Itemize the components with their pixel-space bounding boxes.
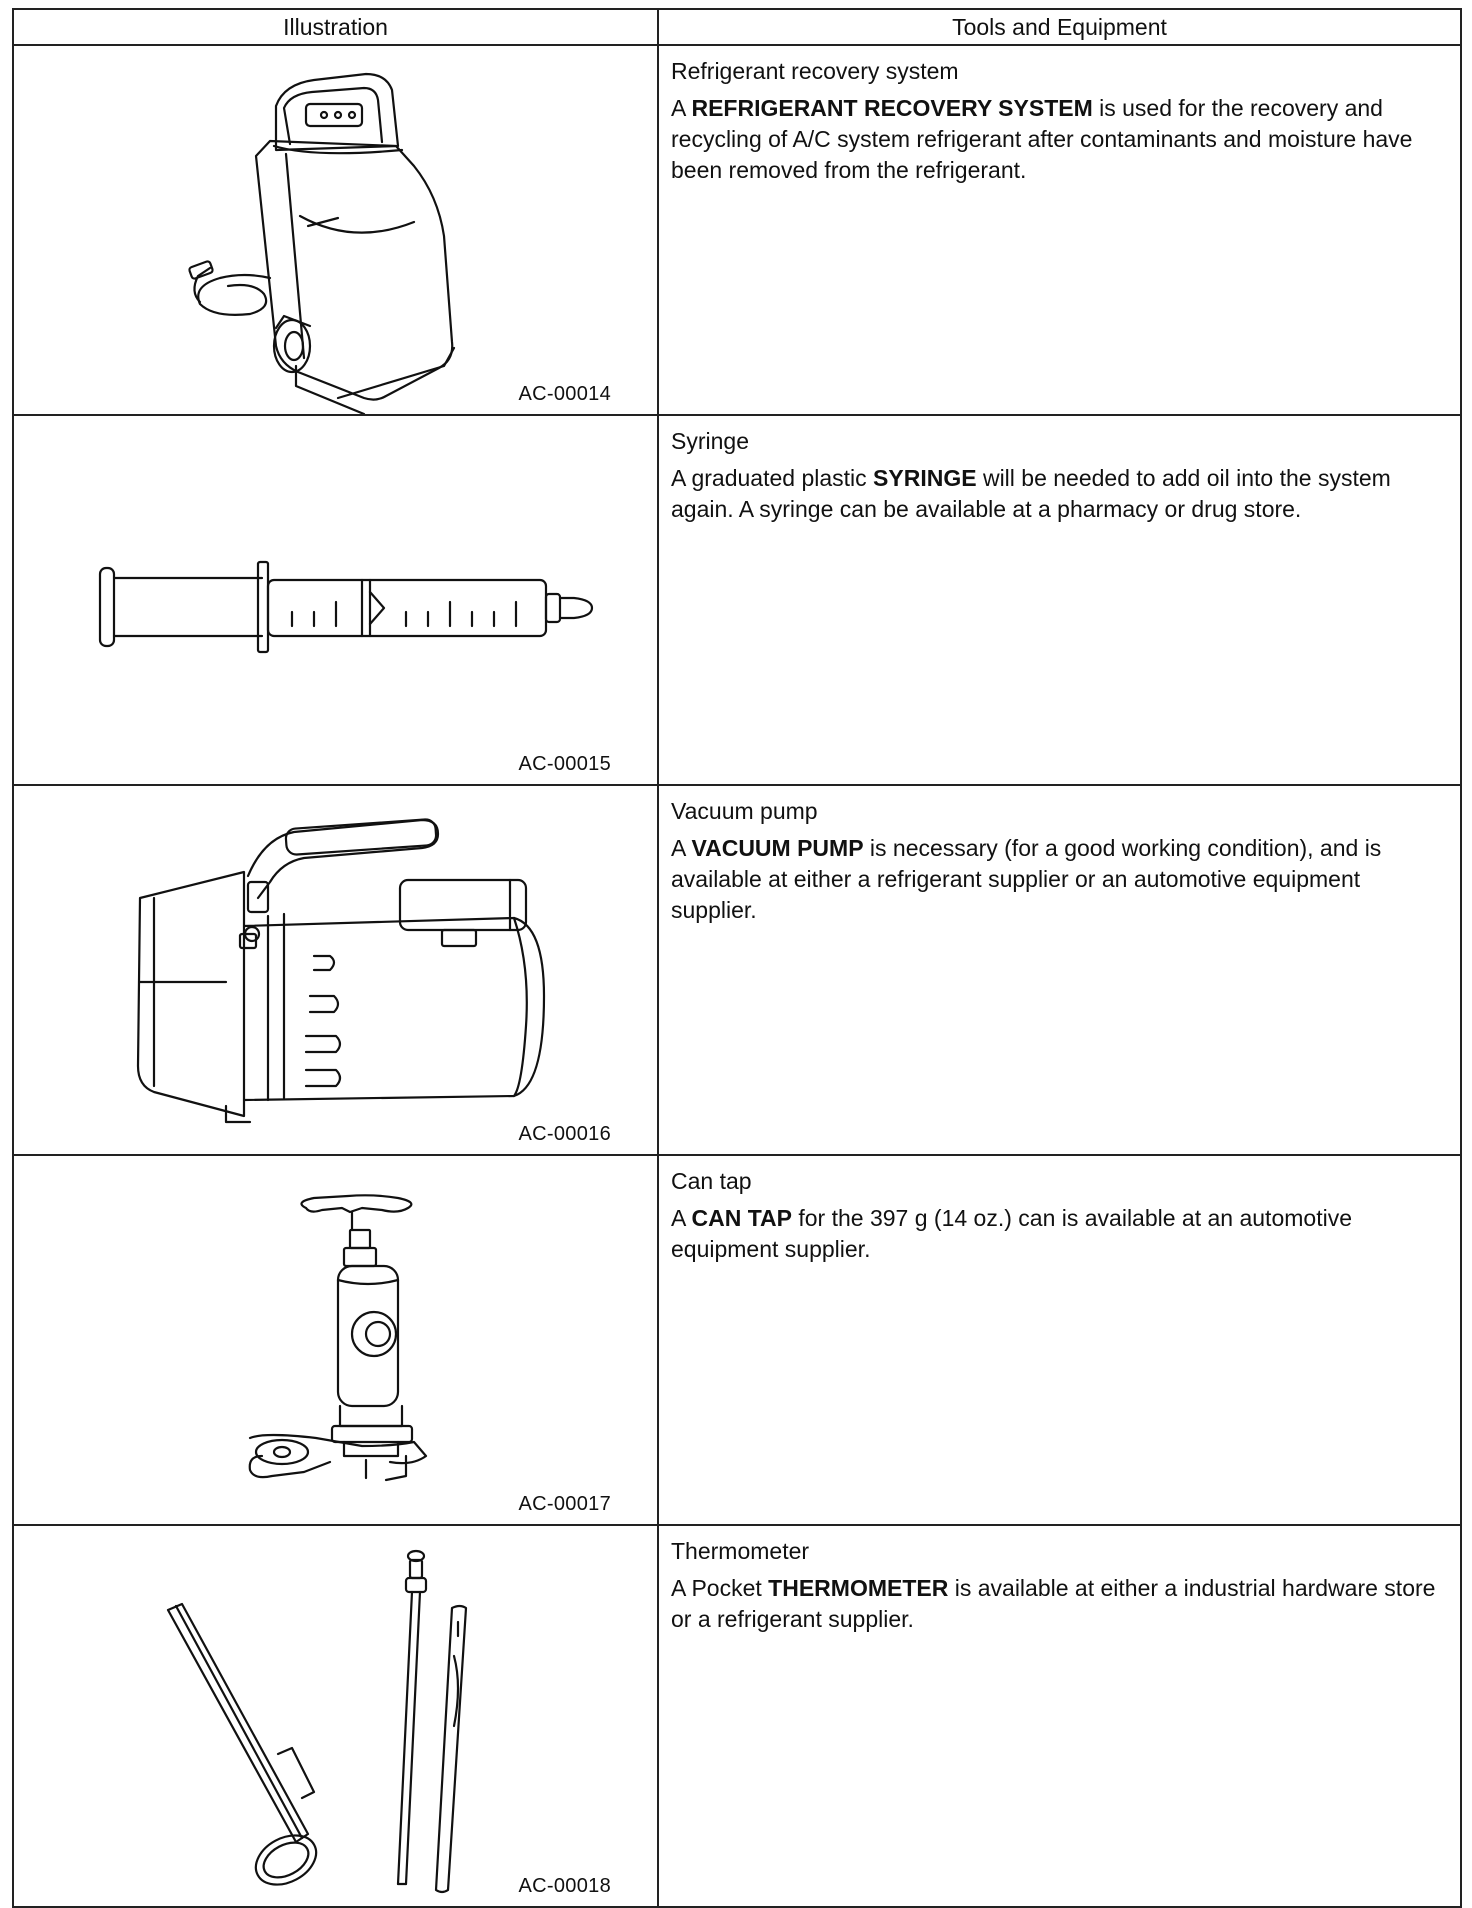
- illustration-cell: [13, 1155, 658, 1525]
- tool-description: A Pocket THERMOMETER is available at either a industrial hardware store or a refrigerant supplier.: [671, 1575, 1436, 1632]
- can-tap-icon: [14, 1156, 659, 1524]
- tool-keyword: VACUUM PUMP: [691, 835, 864, 861]
- tools-table: [12, 8, 1462, 1908]
- table-row-vacuum-pump: [13, 785, 1461, 1155]
- tool-name: Thermometer: [671, 1538, 810, 1564]
- table-row-refrigerant-recovery: [13, 45, 1461, 415]
- tool-name: Refrigerant recovery system: [671, 58, 959, 84]
- table-row-syringe: [13, 415, 1461, 785]
- tool-description: A graduated plastic SYRINGE will be needed to add oil into the system again. A syringe can be available at a pharmacy or drug store.: [671, 465, 1391, 522]
- vacuum-pump-icon: [14, 786, 659, 1154]
- header-row: [13, 9, 1461, 45]
- header-illustration: Illustration: [13, 9, 658, 45]
- figure-code: AC-00014: [518, 383, 611, 405]
- tool-description: A REFRIGERANT RECOVERY SYSTEM is used for the recovery and recycling of A/C system refrigerant after contaminants and moisture have been removed from the refrigerant.: [671, 95, 1413, 183]
- tool-keyword: THERMOMETER: [768, 1575, 949, 1601]
- illustration-cell: [13, 45, 658, 415]
- figure-code: AC-00016: [518, 1123, 611, 1145]
- description-cell: [658, 415, 1461, 785]
- refrigerant-recovery-machine-icon: [14, 46, 659, 414]
- table-row-can-tap: [13, 1155, 1461, 1525]
- tool-description: A CAN TAP for the 397 g (14 oz.) can is available at an automotive equipment supplier.: [671, 1205, 1352, 1262]
- tool-name: Syringe: [671, 428, 749, 454]
- table-row-thermometer: [13, 1525, 1461, 1907]
- description-cell: [658, 45, 1461, 415]
- pocket-thermometer-icon: [14, 1526, 659, 1906]
- illustration-cell: [13, 1525, 658, 1907]
- tool-keyword: SYRINGE: [873, 465, 977, 491]
- tool-name: Vacuum pump: [671, 798, 818, 824]
- figure-code: AC-00018: [518, 1875, 611, 1897]
- figure-code: AC-00017: [518, 1493, 611, 1515]
- header-tools: Tools and Equipment: [658, 9, 1461, 45]
- illustration-cell: [13, 785, 658, 1155]
- tool-name: Can tap: [671, 1168, 752, 1194]
- syringe-icon: [14, 416, 659, 784]
- tool-keyword: CAN TAP: [691, 1205, 792, 1231]
- description-cell: [658, 785, 1461, 1155]
- description-cell: [658, 1155, 1461, 1525]
- description-cell: [658, 1525, 1461, 1907]
- figure-code: AC-00015: [518, 753, 611, 775]
- tool-description: A VACUUM PUMP is necessary (for a good working condition), and is available at either a refrigerant supplier or an automotive equipment supplier.: [671, 835, 1382, 923]
- illustration-cell: [13, 415, 658, 785]
- tool-keyword: REFRIGERANT RECOVERY SYSTEM: [691, 95, 1093, 121]
